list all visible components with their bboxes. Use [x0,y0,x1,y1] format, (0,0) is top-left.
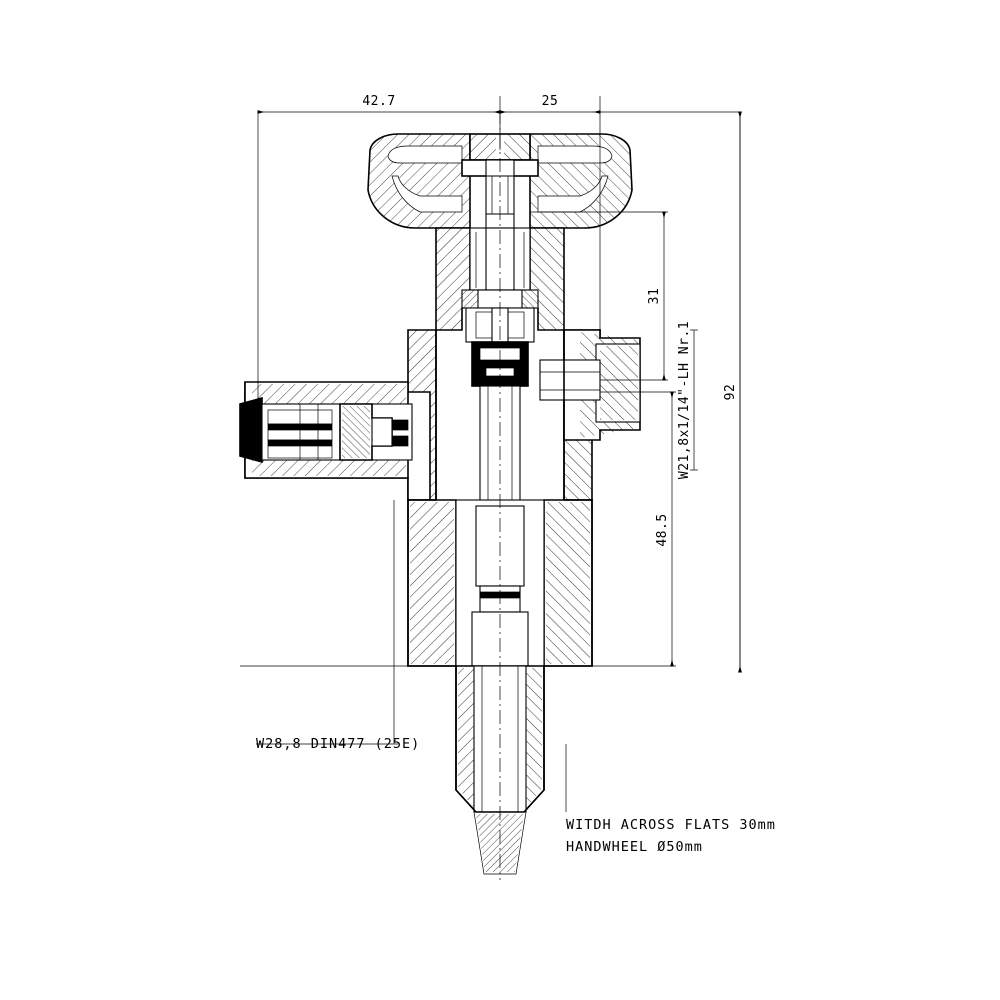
note-handwheel: HANDWHEEL Ø50mm [566,839,703,855]
dimension-92-label: 92 [723,383,738,401]
dimension-31-label: 31 [647,287,662,305]
thread-callout-outlet [677,321,698,479]
thread-callout-outlet-label: W21,8x1/14"-LH Nr.1 [677,320,692,480]
thread-callout-inlet-label: W28,8 DIN477 (25E) [256,736,421,752]
notes-block [566,817,776,855]
dimension-48-5-label: 48.5 [655,513,670,547]
dimension-42-7 [258,94,500,112]
inlet-connection [240,382,430,500]
dimension-25-label: 25 [541,94,559,109]
dimension-42-7-label: 42.7 [362,94,396,109]
thread-callout-inlet [256,500,420,752]
dimension-25 [500,94,600,112]
valve-body-section [240,110,640,880]
dimension-92 [723,112,740,672]
note-width-across-flats: WITDH ACROSS FLATS 30mm [566,817,776,833]
